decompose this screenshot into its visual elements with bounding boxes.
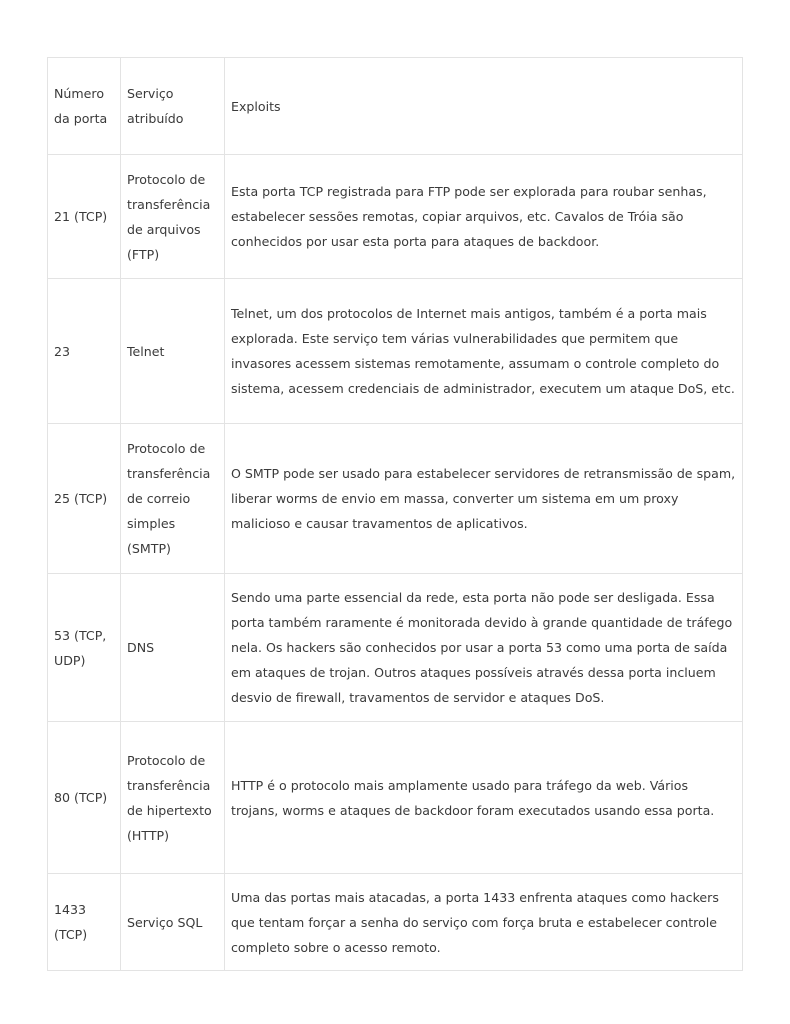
exploits-cell: Uma das portas mais atacadas, a porta 1433 enfrenta ataques como hackers que tentam forçar a senha do serviço com força bruta e estabelecer controle completo sobre o acesso remoto. xyxy=(225,874,743,971)
port-cell: 53 (TCP, UDP) xyxy=(48,574,121,722)
port-cell: 80 (TCP) xyxy=(48,722,121,874)
service-cell: Protocolo de transferência de hipertexto (HTTP) xyxy=(121,722,225,874)
header-port-number: Número da porta xyxy=(48,58,121,155)
service-cell: Serviço SQL xyxy=(121,874,225,971)
table-header-row xyxy=(48,58,743,155)
table-row xyxy=(48,874,743,971)
exploits-cell: Telnet, um dos protocolos de Internet mais antigos, também é a porta mais explorada. Este serviço tem várias vulnerabilidades que permitem que invasores acessem sistemas remotamente, assumam o controle completo do sistema, acessem credenciais de administrador, executem um ataque DoS, etc. xyxy=(225,279,743,424)
exploits-cell: Esta porta TCP registrada para FTP pode ser explorada para roubar senhas, estabelecer sessões remotas, copiar arquivos, etc. Cavalos de Tróia são conhecidos por usar esta porta para ataques de backdoor. xyxy=(225,155,743,279)
service-cell: DNS xyxy=(121,574,225,722)
port-cell: 21 (TCP) xyxy=(48,155,121,279)
port-cell: 1433 (TCP) xyxy=(48,874,121,971)
header-assigned-service: Serviço atribuído xyxy=(121,58,225,155)
table-row xyxy=(48,722,743,874)
port-cell: 25 (TCP) xyxy=(48,424,121,574)
table-row xyxy=(48,574,743,722)
ports-table xyxy=(47,57,743,971)
exploits-cell: HTTP é o protocolo mais amplamente usado para tráfego da web. Vários trojans, worms e ataques de backdoor foram executados usando essa porta. xyxy=(225,722,743,874)
header-exploits: Exploits xyxy=(225,58,743,155)
service-cell: Telnet xyxy=(121,279,225,424)
exploits-cell: O SMTP pode ser usado para estabelecer servidores de retransmissão de spam, liberar worms de envio em massa, converter um sistema em um proxy malicioso e causar travamentos de aplicativos. xyxy=(225,424,743,574)
table-row xyxy=(48,155,743,279)
table-row xyxy=(48,279,743,424)
service-cell: Protocolo de transferência de correio simples (SMTP) xyxy=(121,424,225,574)
exploits-cell: Sendo uma parte essencial da rede, esta porta não pode ser desligada. Essa porta também raramente é monitorada devido à grande quantidade de tráfego nela. Os hackers são conhecidos por usar a porta 53 como uma porta de saída em ataques de trojan. Outros ataques possíveis através dessa porta incluem desvio de firewall, travamentos de servidor e ataques DoS. xyxy=(225,574,743,722)
service-cell: Protocolo de transferência de arquivos (FTP) xyxy=(121,155,225,279)
port-cell: 23 xyxy=(48,279,121,424)
table-row xyxy=(48,424,743,574)
